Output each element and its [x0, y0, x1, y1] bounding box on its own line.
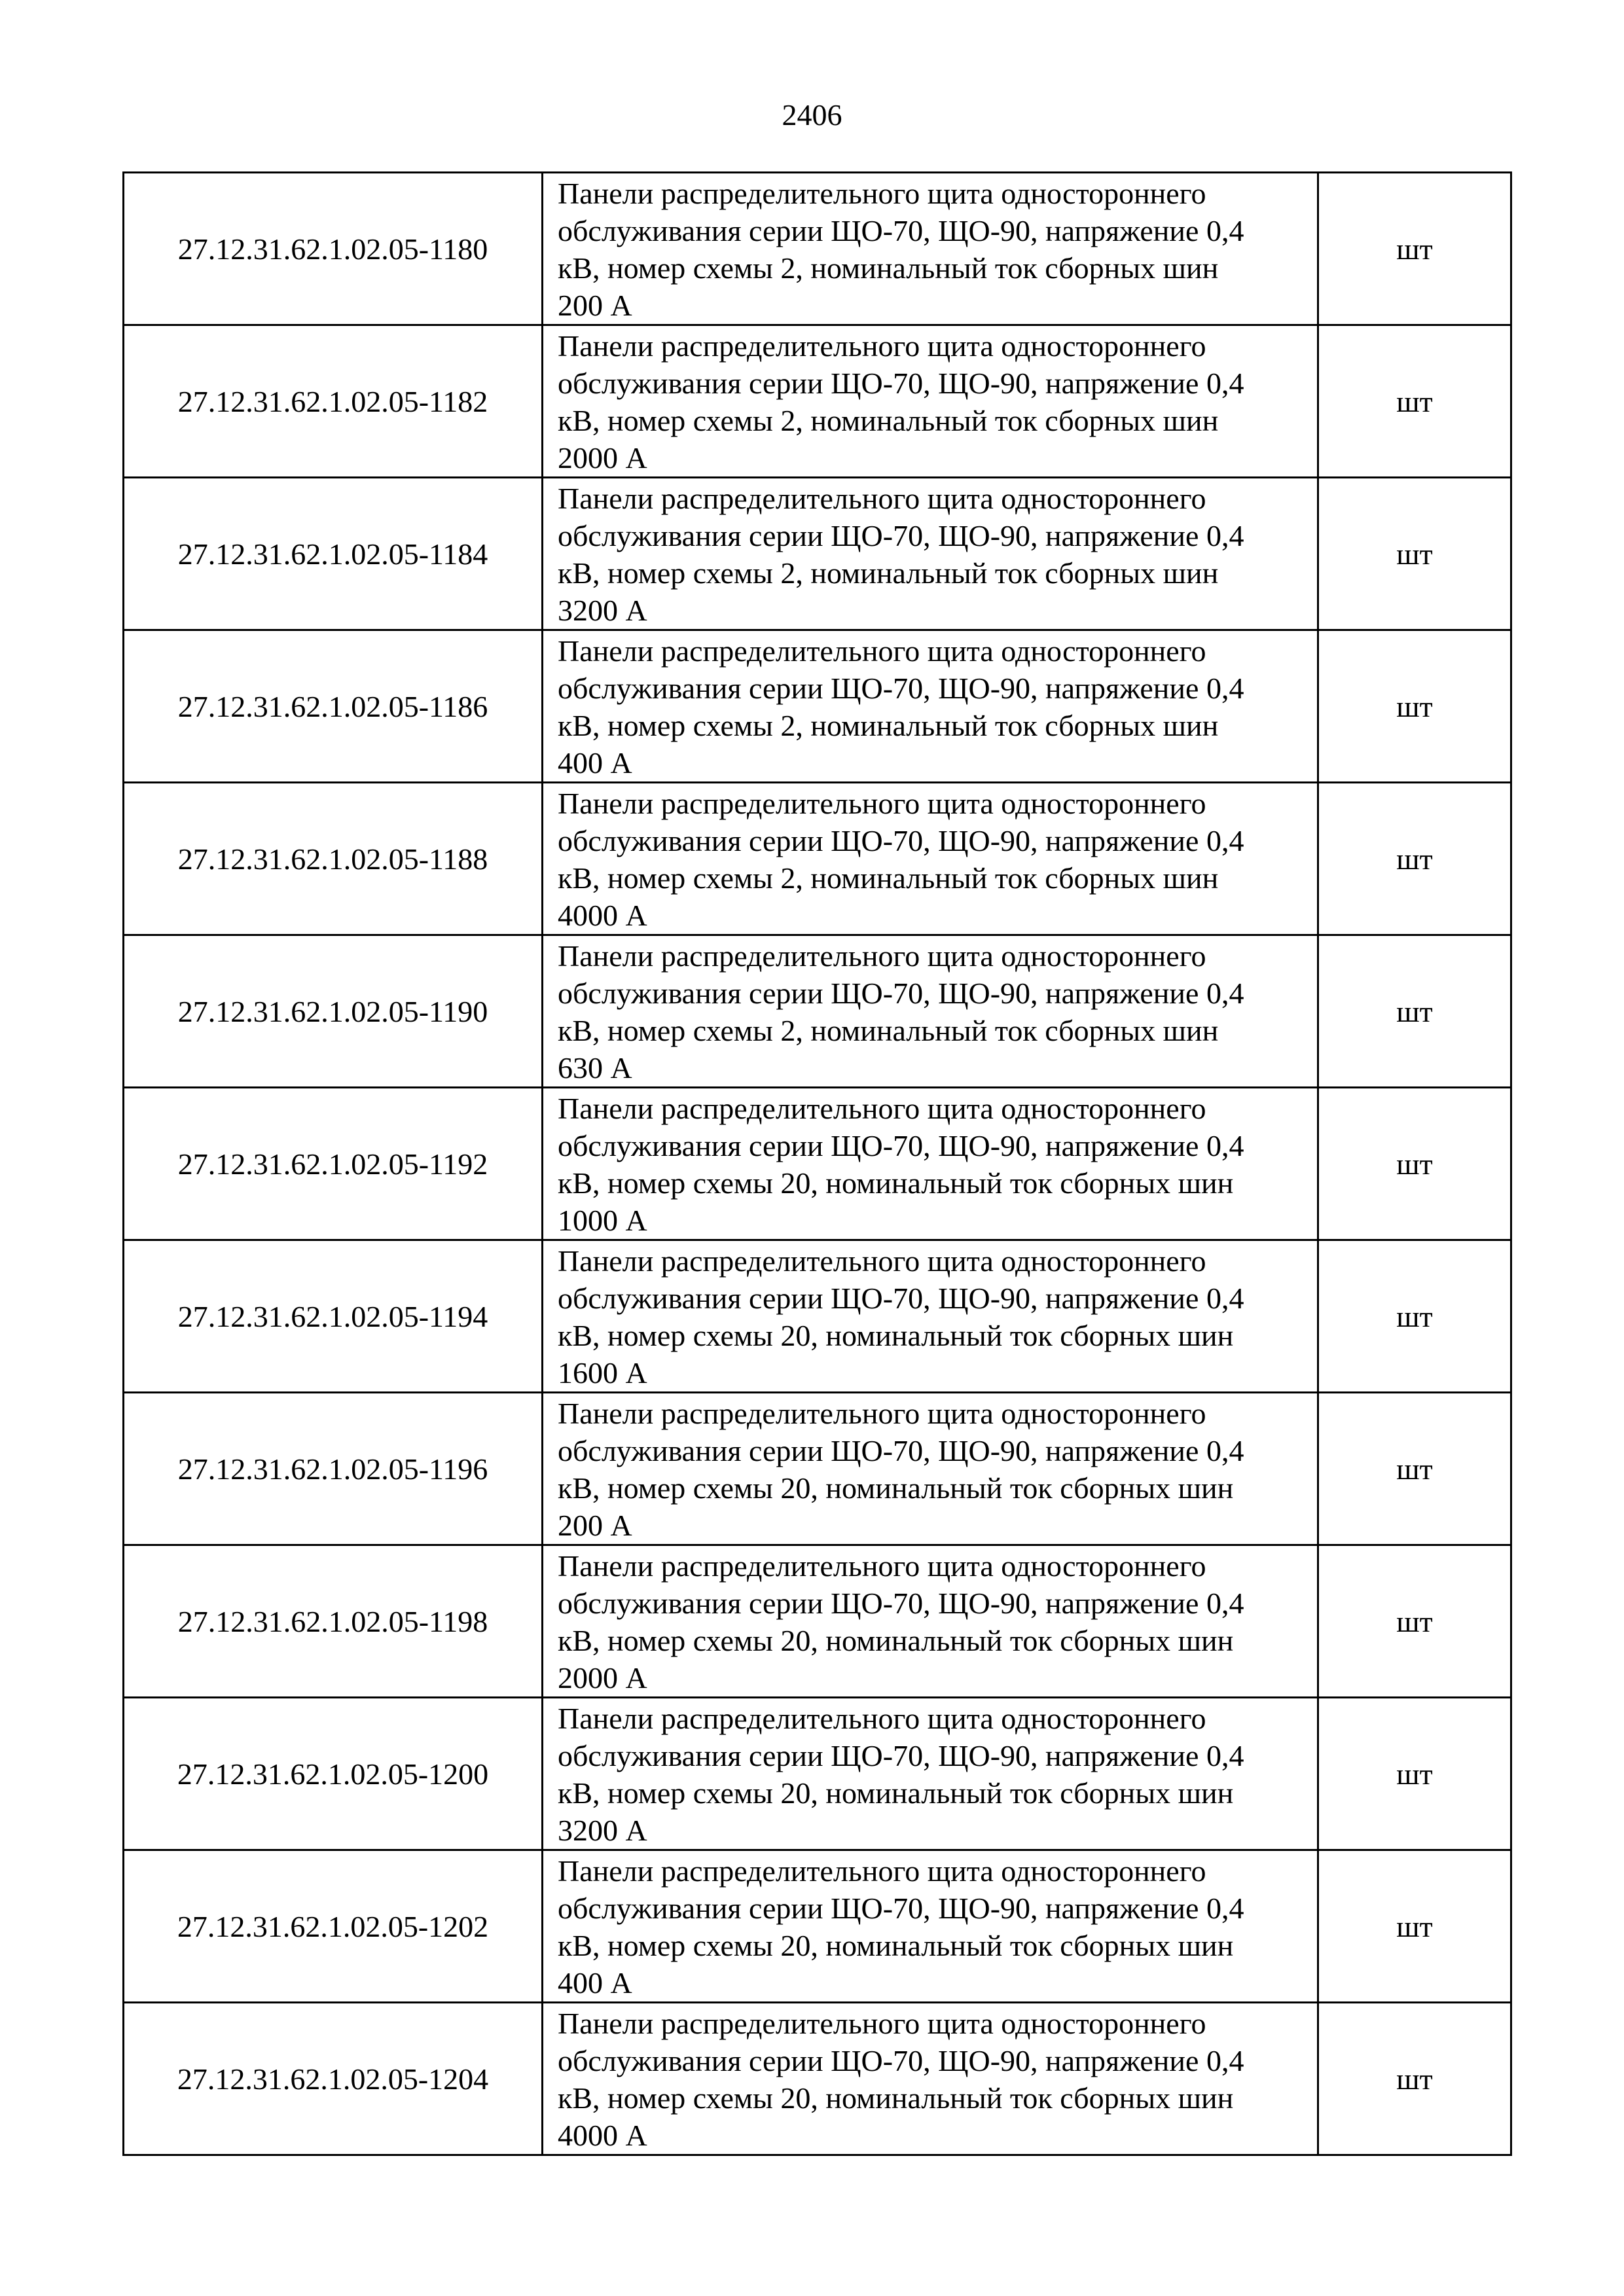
resource-description-cell	[543, 325, 1318, 478]
description-line: обслуживания серии ЩО-70, ЩО-90, напряжение 0,4	[558, 1282, 1244, 1315]
description-line: кВ, номер схемы 20, номинальный ток сборных шин	[558, 2081, 1234, 2115]
unit-cell: шт	[1318, 173, 1511, 325]
unit-cell: шт	[1318, 2003, 1511, 2155]
resource-code-cell: 27.12.31.62.1.02.05-1202	[124, 1850, 543, 2003]
unit-cell: шт	[1318, 1545, 1511, 1698]
table-row	[124, 783, 1511, 935]
unit-cell: шт	[1318, 935, 1511, 1088]
description-line: обслуживания серии ЩО-70, ЩО-90, напряжение 0,4	[558, 1434, 1244, 1467]
description-line: обслуживания серии ЩО-70, ЩО-90, напряжение 0,4	[558, 672, 1244, 705]
description-line: 400 А	[558, 1966, 632, 2000]
description-line: Панели распределительного щита одностороннего	[558, 939, 1206, 973]
table-row	[124, 2003, 1511, 2155]
page-number: 2406	[782, 98, 842, 132]
description-line: кВ, номер схемы 2, номинальный ток сборных шин	[558, 251, 1219, 285]
description-line: Панели распределительного щита одностороннего	[558, 634, 1206, 668]
table-row	[124, 1393, 1511, 1545]
resource-description-cell	[543, 1088, 1318, 1240]
description-line: Панели распределительного щита одностороннего	[558, 1702, 1206, 1735]
description-line: 2000 А	[558, 441, 647, 475]
description-line: Панели распределительного щита одностороннего	[558, 1092, 1206, 1125]
description-line: Панели распределительного щита одностороннего	[558, 1244, 1206, 1278]
table-row	[124, 1698, 1511, 1850]
resource-description-cell	[543, 1850, 1318, 2003]
description-line: 1000 А	[558, 1204, 647, 1237]
table-row	[124, 325, 1511, 478]
description-line: Панели распределительного щита одностороннего	[558, 2007, 1206, 2040]
description-line: 3200 А	[558, 1814, 647, 1847]
resource-description-cell	[543, 1240, 1318, 1393]
resource-description-cell	[543, 935, 1318, 1088]
description-line: обслуживания серии ЩО-70, ЩО-90, напряжение 0,4	[558, 1892, 1244, 1925]
description-line: кВ, номер схемы 20, номинальный ток сборных шин	[558, 1776, 1234, 1810]
description-line: обслуживания серии ЩО-70, ЩО-90, напряжение 0,4	[558, 2044, 1244, 2077]
resource-code-cell: 27.12.31.62.1.02.05-1196	[124, 1393, 543, 1545]
table-row	[124, 1850, 1511, 2003]
description-line: Панели распределительного щита одностороннего	[558, 482, 1206, 515]
description-line: обслуживания серии ЩО-70, ЩО-90, напряжение 0,4	[558, 1739, 1244, 1772]
description-line: кВ, номер схемы 2, номинальный ток сборных шин	[558, 709, 1219, 742]
description-line: Панели распределительного щита одностороннего	[558, 787, 1206, 820]
description-line: 1600 А	[558, 1356, 647, 1390]
resource-code-cell: 27.12.31.62.1.02.05-1194	[124, 1240, 543, 1393]
unit-cell: шт	[1318, 1393, 1511, 1545]
resource-description-cell	[543, 2003, 1318, 2155]
unit-cell: шт	[1318, 1698, 1511, 1850]
resource-description-cell	[543, 630, 1318, 783]
resource-description-cell	[543, 173, 1318, 325]
description-line: Панели распределительного щита одностороннего	[558, 177, 1206, 210]
resource-code-cell: 27.12.31.62.1.02.05-1192	[124, 1088, 543, 1240]
resource-description-cell	[543, 478, 1318, 630]
resource-code-cell: 27.12.31.62.1.02.05-1204	[124, 2003, 543, 2155]
resource-code-cell: 27.12.31.62.1.02.05-1186	[124, 630, 543, 783]
resource-description-cell	[543, 783, 1318, 935]
description-line: кВ, номер схемы 20, номинальный ток сборных шин	[558, 1319, 1234, 1352]
description-line: Панели распределительного щита одностороннего	[558, 1854, 1206, 1888]
unit-cell: шт	[1318, 1088, 1511, 1240]
table-row	[124, 173, 1511, 325]
unit-cell: шт	[1318, 1240, 1511, 1393]
description-line: 4000 А	[558, 2119, 647, 2152]
description-line: кВ, номер схемы 20, номинальный ток сборных шин	[558, 1929, 1234, 1962]
description-line: 400 А	[558, 746, 632, 780]
table-row	[124, 1088, 1511, 1240]
table-row	[124, 935, 1511, 1088]
description-line: кВ, номер схемы 2, номинальный ток сборных шин	[558, 556, 1219, 590]
unit-cell: шт	[1318, 783, 1511, 935]
description-line: 200 А	[558, 1509, 632, 1542]
description-line: кВ, номер схемы 2, номинальный ток сборных шин	[558, 861, 1219, 895]
description-line: Панели распределительного щита одностороннего	[558, 329, 1206, 363]
description-line: 2000 А	[558, 1661, 647, 1695]
table-row	[124, 1545, 1511, 1698]
resource-code-cell: 27.12.31.62.1.02.05-1190	[124, 935, 543, 1088]
table-row	[124, 630, 1511, 783]
resource-code-cell: 27.12.31.62.1.02.05-1188	[124, 783, 543, 935]
description-line: Панели распределительного щита одностороннего	[558, 1397, 1206, 1430]
description-line: кВ, номер схемы 2, номинальный ток сборных шин	[558, 404, 1219, 437]
resource-description-cell	[543, 1393, 1318, 1545]
description-line: 3200 А	[558, 594, 647, 627]
description-line: обслуживания серии ЩО-70, ЩО-90, напряжение 0,4	[558, 824, 1244, 857]
unit-cell: шт	[1318, 630, 1511, 783]
resource-description-cell	[543, 1698, 1318, 1850]
description-line: обслуживания серии ЩО-70, ЩО-90, напряжение 0,4	[558, 1129, 1244, 1162]
description-line: 4000 А	[558, 899, 647, 932]
resource-code-cell: 27.12.31.62.1.02.05-1184	[124, 478, 543, 630]
description-line: кВ, номер схемы 20, номинальный ток сборных шин	[558, 1624, 1234, 1657]
description-line: 200 А	[558, 289, 632, 322]
description-line: Панели распределительного щита одностороннего	[558, 1549, 1206, 1583]
description-line: 630 А	[558, 1051, 632, 1085]
description-line: кВ, номер схемы 20, номинальный ток сборных шин	[558, 1471, 1234, 1505]
description-line: обслуживания серии ЩО-70, ЩО-90, напряжение 0,4	[558, 367, 1244, 400]
unit-cell: шт	[1318, 325, 1511, 478]
description-line: кВ, номер схемы 20, номинальный ток сборных шин	[558, 1166, 1234, 1200]
description-line: обслуживания серии ЩО-70, ЩО-90, напряжение 0,4	[558, 519, 1244, 552]
description-line: обслуживания серии ЩО-70, ЩО-90, напряжение 0,4	[558, 214, 1244, 247]
resource-code-cell: 27.12.31.62.1.02.05-1180	[124, 173, 543, 325]
catalog-table	[122, 171, 1512, 2156]
catalog-table-body	[124, 173, 1511, 2155]
unit-cell: шт	[1318, 478, 1511, 630]
description-line: обслуживания серии ЩО-70, ЩО-90, напряжение 0,4	[558, 1587, 1244, 1620]
resource-description-cell	[543, 1545, 1318, 1698]
description-line: кВ, номер схемы 2, номинальный ток сборных шин	[558, 1014, 1219, 1047]
table-row	[124, 478, 1511, 630]
table-row	[124, 1240, 1511, 1393]
resource-code-cell: 27.12.31.62.1.02.05-1200	[124, 1698, 543, 1850]
resource-code-cell: 27.12.31.62.1.02.05-1182	[124, 325, 543, 478]
unit-cell: шт	[1318, 1850, 1511, 2003]
description-line: обслуживания серии ЩО-70, ЩО-90, напряжение 0,4	[558, 977, 1244, 1010]
resource-code-cell: 27.12.31.62.1.02.05-1198	[124, 1545, 543, 1698]
